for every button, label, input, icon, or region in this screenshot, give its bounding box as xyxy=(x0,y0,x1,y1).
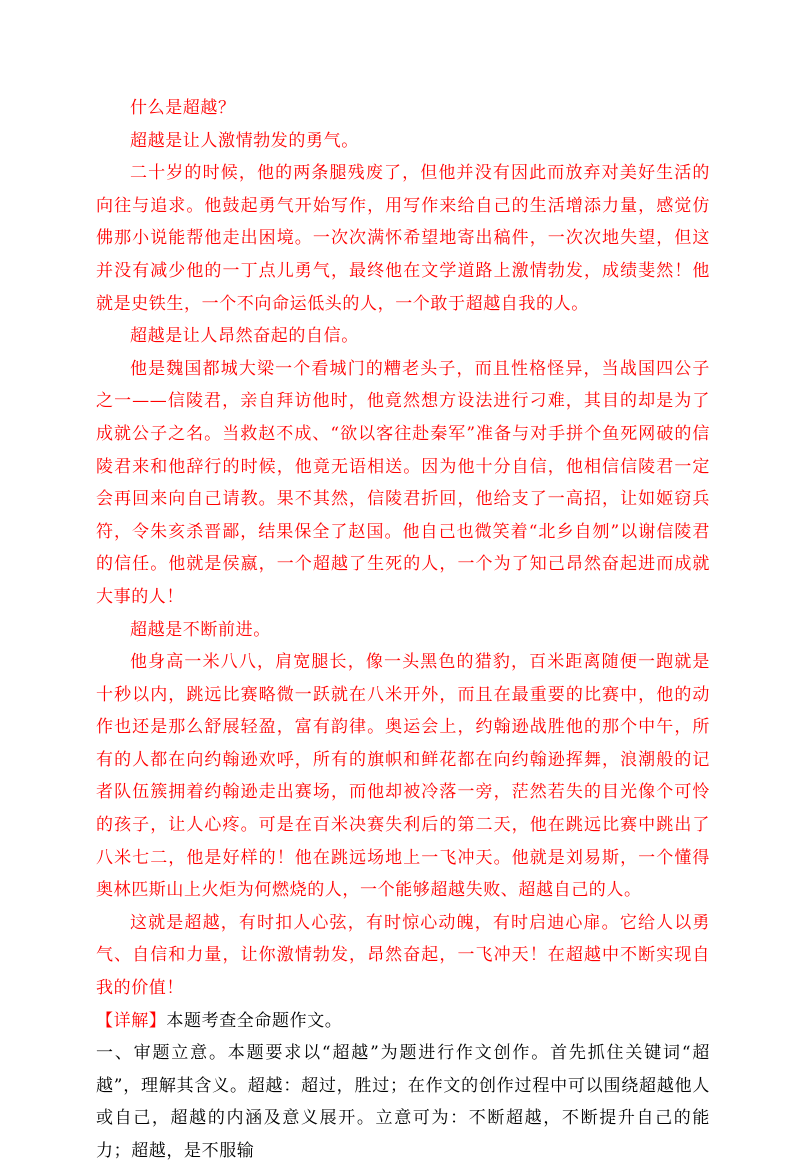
essay-paragraph-confidence-heading: 超越是让人昂然奋起的自信。 xyxy=(130,326,359,347)
essay-paragraph-shi-tiesheng: 二十岁的时候，他的两条腿残废了，但他并没有因此而放弃对美好生活的向往与追求。他鼓起勇气开始写作，用写作来给自己的生活增添力量，感觉仿佛那小说能帮他走出困境。一次次满怀希望地寄出稿件，一次次地失望，但这并没有减少他的一丁点儿勇气，最终他在文学道路上激情勃发，成绩斐然！他就是史铁生，一个不向命运低头的人，一个敢于超越自我的人。 xyxy=(96,163,710,314)
essay-paragraph-conclusion: 这就是超越，有时扣人心弦，有时惊心动魄，有时启迪心扉。它给人以勇气、自信和力量，让你激情勃发，昂然奋起，一飞冲天！在超越中不断实现自我的价值！ xyxy=(96,912,710,999)
detail-section-topic-analysis: 一、审题立意。本题要求以“超越”为题进行作文创作。首先抓住关键词“超越”，理解其含义。超越：超过，胜过；在作文的创作过程中可以围绕超越他人或自己，超越的内涵及意义展开。立意可为：不断超越，不断提升自己的能力；超越，是不服输 xyxy=(96,1043,710,1161)
detail-intro: 本题考查全命题作文。 xyxy=(166,1010,343,1031)
detail-explanation xyxy=(96,1005,710,1038)
detail-tag: 【详解】 xyxy=(96,1010,167,1031)
essay-paragraph-hou-ying: 他是魏国都城大梁一个看城门的糟老头子，而且性格怪异，当战国四公子之一——信陵君，亲自拜访他时，他竟然想方设法进行刁难，其目的却是为了成就公子之名。当救赵不成、“欲以客往赴秦军”准备与对手拼个鱼死网破的信陵君来和他辞行的时候，他竟无语相送。因为他十分自信，他相信信陵君一定会再回来向自己请教。果不其然，信陵君折回，他给支了一高招，让如姬窃兵符，令朱亥杀晋鄙，结果保全了赵国。他自己也微笑着“北乡自刎”以谢信陵君的信任。他就是侯嬴，一个超越了生死的人，一个为了知己昂然奋起进而成就大事的人！ xyxy=(96,358,710,607)
document-body xyxy=(96,92,710,1168)
essay-paragraph-progress-heading: 超越是不断前进。 xyxy=(130,619,271,640)
essay-paragraph-question: 什么是超越？ xyxy=(130,98,236,118)
essay-paragraph-courage-heading: 超越是让人激情勃发的勇气。 xyxy=(130,130,359,151)
essay-paragraph-lewis: 他身高一米八八，肩宽腿长，像一头黑色的猎豹，百米距离随便一跑就是十秒以内，跳远比赛略微一跃就在八米开外，而且在最重要的比赛中，他的动作也还是那么舒展轻盈，富有韵律。奥运会上，约翰逊战胜他的那个中午，所有的人都在向约翰逊欢呼，所有的旗帜和鲜花都在向约翰逊挥舞，浪潮般的记者队伍簇拥着约翰逊走出赛场，而他却被冷落一旁，茫然若失的目光像个可怜的孩子，让人心疼。可是在百米决赛失利后的第二天，他在跳远比赛中跳出了八米七二，他是好样的！他在跳远场地上一飞冲天。他就是刘易斯，一个懂得奥林匹斯山上火炬为何燃烧的人，一个能够超越失败、超越自己的人。 xyxy=(96,652,710,901)
